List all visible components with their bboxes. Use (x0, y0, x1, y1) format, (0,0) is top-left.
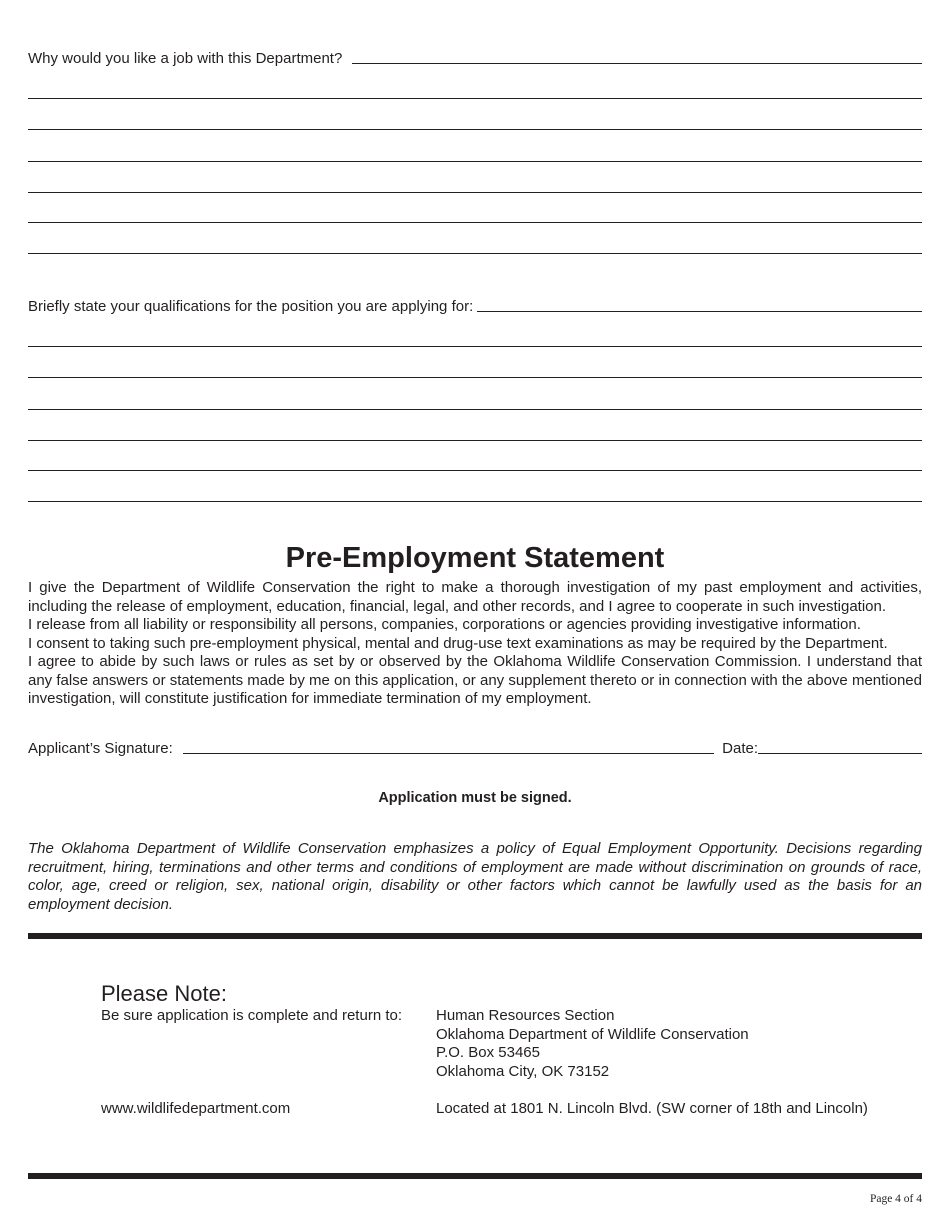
date-line[interactable] (758, 753, 922, 754)
divider (28, 1173, 922, 1179)
eeo-statement: The Oklahoma Department of Wildlife Conservation emphasizes a policy of Equal Employment Opportunity. Decisions regarding recruitment, hiring, terminations and other terms and conditions of employment are made without discrimination on grounds of race, color, age, creed or religion, sex, national origin, disability or other factors which cannot be lawfully used as the basis for an employment decision. (28, 840, 922, 913)
must-sign-notice: Application must be signed. (378, 790, 572, 806)
website-link[interactable]: www.wildlifedepartment.com (101, 1100, 291, 1117)
why-job-answer-line[interactable] (28, 161, 922, 162)
return-address (436, 1007, 749, 1081)
signature-line[interactable] (183, 753, 714, 754)
signature-label: Applicant’s Signature: (28, 740, 173, 757)
why-job-question (28, 50, 922, 67)
statement-body (28, 579, 922, 709)
statement-paragraph: I agree to abide by such laws or rules as set by or observed by the Oklahoma Wildlife Conservation Commission. I understand that any false answers or statements made by me on this application, or any supplement thereto or in connection with the above mentioned investigation, will constitute justification for immediate termination of my employment. (28, 653, 922, 707)
why-job-answer-line[interactable] (352, 63, 922, 64)
address-line: Oklahoma Department of Wildlife Conservation (436, 1025, 749, 1043)
page-number: Page 4 of 4 (869, 1193, 922, 1205)
qualifications-answer-line[interactable] (28, 501, 922, 502)
qualifications-answer-line[interactable] (28, 346, 922, 347)
why-job-label: Why would you like a job with this Department? (28, 50, 343, 67)
qualifications-answer-line[interactable] (28, 409, 922, 410)
qualifications-question (28, 298, 922, 315)
divider (28, 933, 922, 939)
why-job-answer-line[interactable] (28, 129, 922, 130)
qualifications-answer-line[interactable] (28, 470, 922, 471)
date-label: Date: (722, 740, 758, 757)
address-line: P.O. Box 53465 (436, 1044, 540, 1061)
address-line: Oklahoma City, OK 73152 (436, 1062, 610, 1080)
qualifications-label: Briefly state your qualifications for the position you are applying for: (28, 298, 474, 315)
signature-row (28, 740, 922, 757)
qualifications-answer-line[interactable] (477, 311, 922, 312)
note-instruction: Be sure application is complete and return to: (101, 1007, 403, 1024)
statement-paragraph: I release from all liability or responsibility all persons, companies, corporations or agencies providing investigative information. (28, 616, 861, 633)
why-job-answer-line[interactable] (28, 253, 922, 254)
qualifications-answer-line[interactable] (28, 440, 922, 441)
office-location: Located at 1801 N. Lincoln Blvd. (SW corner of 18th and Lincoln) (436, 1100, 868, 1117)
statement-paragraph: I give the Department of Wildlife Conservation the right to make a thorough investigation of my past employment and activities, including the release of employment, education, financial, legal, and other records, and I agree to cooperate in such investigation. (28, 579, 922, 615)
why-job-answer-line[interactable] (28, 98, 922, 99)
address-line: Human Resources Section (436, 1007, 615, 1024)
why-job-answer-line[interactable] (28, 222, 922, 223)
statement-paragraph: I consent to taking such pre-employment physical, mental and drug-use text examinations as may be required by the Department. (28, 634, 888, 652)
why-job-answer-line[interactable] (28, 192, 922, 193)
qualifications-answer-line[interactable] (28, 377, 922, 378)
statement-title: Pre-Employment Statement (285, 542, 665, 574)
note-heading: Please Note: (101, 981, 227, 1006)
